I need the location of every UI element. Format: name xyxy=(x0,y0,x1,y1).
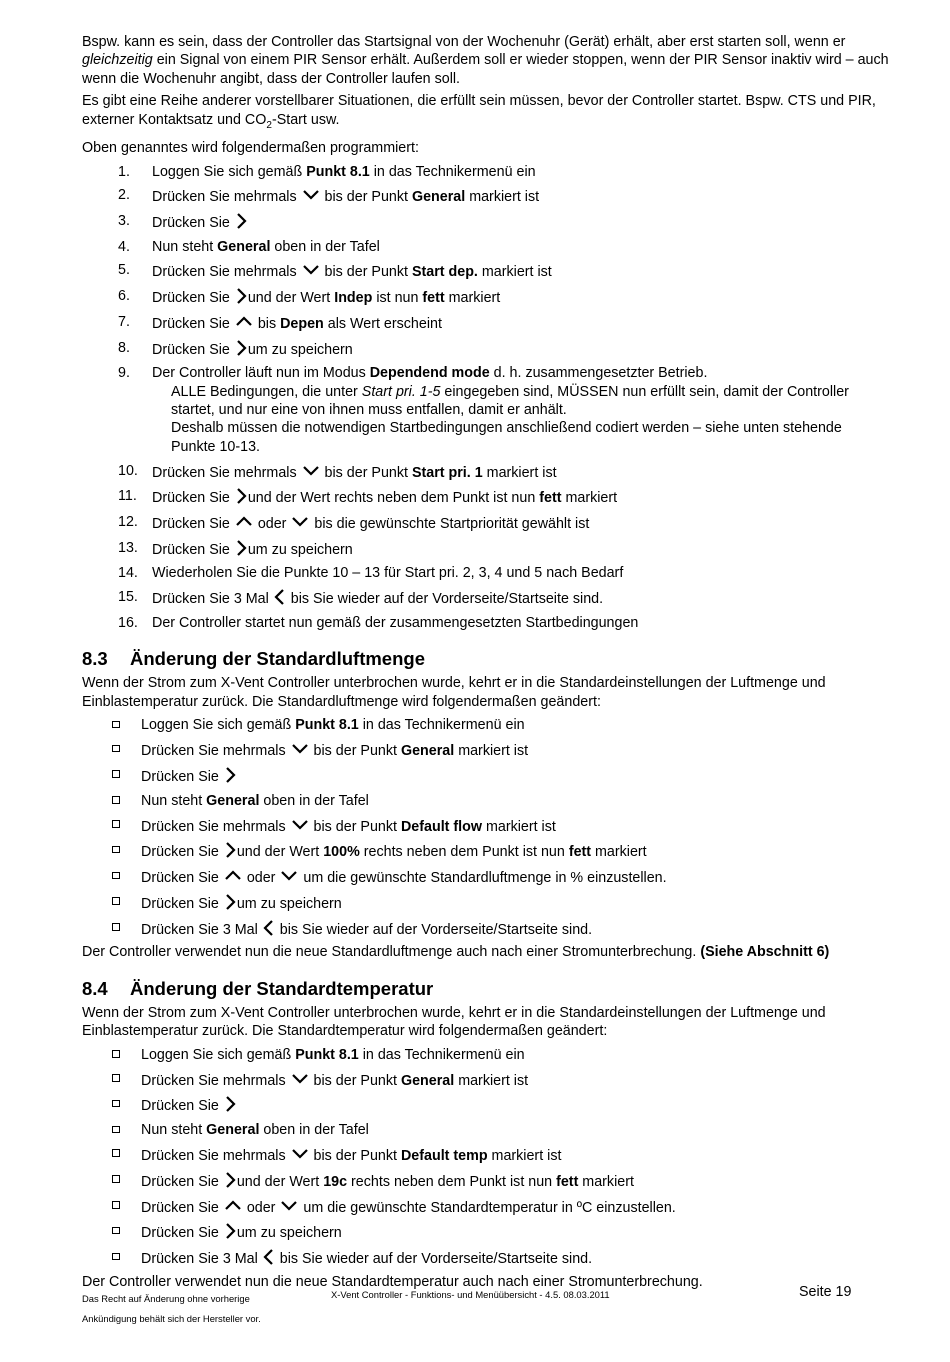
checkbox-bullet-icon xyxy=(112,1149,120,1157)
chevron-right-icon xyxy=(224,766,236,784)
chevron-down-icon xyxy=(302,186,320,204)
text: Nun steht xyxy=(141,1122,207,1139)
text: oder xyxy=(253,515,291,532)
checkbox-bullet-icon xyxy=(112,1253,120,1261)
chevron-left-icon xyxy=(263,1248,275,1266)
text: bis xyxy=(253,315,281,332)
chevron-up-icon xyxy=(235,313,253,331)
step-note xyxy=(152,383,890,420)
text: bis der Punkt xyxy=(309,743,401,760)
step-number: 6. xyxy=(118,288,130,305)
text: markiert ist xyxy=(454,743,529,760)
bold-text: (Siehe Abschnitt 6) xyxy=(700,944,830,961)
text: Drücken Sie 3 Mal xyxy=(141,921,262,938)
step-number: 5. xyxy=(118,262,130,279)
text: und der Wert xyxy=(236,844,324,861)
step-number: 1. xyxy=(118,163,130,180)
list-item xyxy=(82,1145,890,1165)
section-number: 8.3 xyxy=(82,648,108,670)
chevron-right-icon xyxy=(224,841,236,859)
step-item xyxy=(82,313,890,333)
chevron-right-icon xyxy=(235,539,247,557)
bold-text: General xyxy=(206,1122,260,1139)
step-item xyxy=(82,564,890,582)
section-title: Änderung der Standardluftmenge xyxy=(130,648,425,670)
chevron-down-icon xyxy=(280,867,298,885)
text: Drücken Sie xyxy=(152,290,234,307)
section-outro xyxy=(82,943,890,961)
section-heading-8-4 xyxy=(82,978,890,1000)
step-number: 2. xyxy=(118,187,130,204)
text: bis der Punkt xyxy=(320,189,412,206)
bold-text: fett xyxy=(539,490,562,507)
text: Der Controller läuft nun im Modus xyxy=(152,365,370,382)
bold-text: fett xyxy=(422,290,445,307)
chevron-up-icon xyxy=(224,1197,242,1215)
text: Nun steht xyxy=(141,792,207,809)
text: Drücken Sie xyxy=(152,215,234,231)
step-item xyxy=(82,212,890,232)
page-number: Seite 19 xyxy=(799,1284,852,1300)
chevron-down-icon xyxy=(291,1070,309,1088)
text: -Start usw. xyxy=(271,111,340,128)
chevron-down-icon xyxy=(302,261,320,279)
text: bis die gewünschte Startpriorität gewählt ist xyxy=(310,515,590,532)
chevron-down-icon xyxy=(302,462,320,480)
step-number: 13. xyxy=(118,539,138,556)
text: oben in der Tafel xyxy=(270,238,380,255)
list-item xyxy=(82,1171,890,1191)
bold-text: Indep xyxy=(334,290,373,307)
bold-text: Dependend mode xyxy=(369,365,490,382)
step-item xyxy=(82,364,890,456)
chevron-down-icon xyxy=(291,1145,309,1163)
text: Drücken Sie 3 Mal xyxy=(152,591,273,608)
chevron-up-icon xyxy=(224,867,242,885)
chevron-down-icon xyxy=(291,816,309,834)
chevron-left-icon xyxy=(263,919,275,937)
checkbox-bullet-icon xyxy=(112,1100,120,1108)
step-item xyxy=(82,487,890,507)
checkbox-bullet-icon xyxy=(112,1175,120,1183)
text: markiert xyxy=(591,844,647,861)
text: oder xyxy=(242,1199,280,1216)
text: um die gewünschte Standardtemperatur in ºC einzustellen. xyxy=(299,1199,676,1216)
list-item xyxy=(82,816,890,836)
text: um die gewünschte Standardluftmenge in % einzustellen. xyxy=(299,870,667,887)
section-number: 8.4 xyxy=(82,977,108,999)
chevron-down-icon xyxy=(291,740,309,758)
list-item xyxy=(82,1070,890,1090)
step-item xyxy=(82,539,890,559)
text: in das Technikermenü ein xyxy=(358,717,525,734)
text: Drücken Sie xyxy=(141,1199,223,1216)
chevron-right-icon xyxy=(224,893,236,911)
text: um zu speichern xyxy=(247,341,353,358)
checkbox-bullet-icon xyxy=(112,1074,120,1082)
bold-text: General xyxy=(217,238,271,255)
chevron-right-icon xyxy=(235,212,247,230)
text: markiert ist xyxy=(454,1072,529,1089)
text: Drücken Sie xyxy=(141,895,223,912)
section-intro: Wenn der Strom zum X-Vent Controller unterbrochen wurde, kehrt er in die Standardeinstellungen der Luftmenge und Einblastemperatur zurück. Die Standardtemperatur wird folgendermaßen geändert: xyxy=(82,1004,826,1039)
checkbox-bullet-icon xyxy=(112,745,120,753)
text: um zu speichern xyxy=(236,895,342,912)
footer-text: Das Recht auf Änderung ohne vorherige xyxy=(82,1293,250,1304)
step-number: 16. xyxy=(118,614,138,631)
step-note: Deshalb müssen die notwendigen Startbedingungen anschließend codiert werden – siehe unten stehende Punkte 10-13. xyxy=(171,420,842,455)
checkbox-bullet-icon xyxy=(112,770,120,778)
checkbox-bullet-icon xyxy=(112,872,120,880)
list-item xyxy=(82,1095,890,1115)
text: eingegeben sind, MÜSSEN nun erfüllt sein, damit der Controller startet, und nur eine von ihnen muss entfallen, damit er anhält. xyxy=(171,383,849,419)
text: Drücken Sie mehrmals xyxy=(141,1147,290,1164)
list-item xyxy=(82,740,890,760)
list-item xyxy=(82,792,890,810)
bold-text: Punkt 8.1 xyxy=(306,163,370,180)
checkbox-bullet-icon xyxy=(112,820,120,828)
checkbox-bullet-icon xyxy=(112,1227,120,1235)
text: Drücken Sie xyxy=(141,1098,223,1115)
checkbox-bullet-icon xyxy=(112,897,120,905)
checkbox-bullet-icon xyxy=(112,796,120,804)
bold-text: Default flow xyxy=(400,818,482,835)
text: Drücken Sie mehrmals xyxy=(152,264,301,281)
bold-text: fett xyxy=(568,844,592,861)
bold-text: 100% xyxy=(323,844,360,861)
bold-text: Start pri. 1 xyxy=(411,464,483,481)
subscript: 2 xyxy=(266,119,272,131)
text: bis Sie wieder auf der Vorderseite/Startseite sind. xyxy=(286,591,604,608)
checkbox-bullet-icon xyxy=(112,1126,120,1134)
step-number: 15. xyxy=(118,589,138,606)
intro-paragraph-2 xyxy=(82,92,890,135)
step-item xyxy=(82,614,890,632)
list-item xyxy=(82,1121,890,1139)
chevron-left-icon xyxy=(274,588,286,606)
text: um zu speichern xyxy=(236,1225,342,1242)
step-item xyxy=(82,339,890,359)
intro-paragraph-3: Oben genanntes wird folgendermaßen programmiert: xyxy=(82,139,419,156)
chevron-right-icon xyxy=(224,1222,236,1240)
text: bis Sie wieder auf der Vorderseite/Startseite sind. xyxy=(275,1251,593,1268)
footer-disclaimer xyxy=(82,1289,261,1328)
text: Drücken Sie xyxy=(152,515,234,532)
step-item xyxy=(82,513,890,533)
text: und der Wert xyxy=(236,1173,324,1190)
text: Drücken Sie xyxy=(152,315,234,332)
text: Loggen Sie sich gemäß xyxy=(141,1046,296,1063)
text: Drücken Sie xyxy=(152,541,234,558)
section-heading-8-3 xyxy=(82,648,890,670)
bold-text: Default temp xyxy=(400,1147,488,1164)
text: ALLE Bedingungen, die unter xyxy=(171,383,362,400)
list-item xyxy=(82,919,890,939)
text: Loggen Sie sich gemäß xyxy=(152,163,307,180)
step-number: 3. xyxy=(118,213,130,229)
text: Loggen Sie sich gemäß xyxy=(141,717,296,734)
text: Drücken Sie mehrmals xyxy=(152,464,301,481)
text: Der Controller verwendet nun die neue Standardluftmenge auch nach einer Stromunterbrechung. xyxy=(82,944,701,961)
numbered-steps-list xyxy=(82,163,890,633)
text: d. h. zusammengesetzter Betrieb. xyxy=(489,365,708,382)
text: und der Wert xyxy=(247,290,335,307)
text: markiert ist xyxy=(477,264,552,281)
chevron-right-icon xyxy=(235,339,247,357)
text: um zu speichern xyxy=(247,541,353,558)
step-item xyxy=(82,261,890,281)
chevron-right-icon xyxy=(235,287,247,305)
text: bis der Punkt xyxy=(320,264,412,281)
text: Drücken Sie xyxy=(141,870,223,887)
chevron-down-icon xyxy=(280,1197,298,1215)
footer-text: Ankündigung behält sich der Hersteller vor. xyxy=(82,1312,261,1324)
section-title: Änderung der Standardtemperatur xyxy=(130,977,434,999)
text: Es gibt eine Reihe anderer vorstellbarer Situationen, die erfüllt sein müssen, bevor der Controller startet. Bspw. CTS und PIR, externer Kontaktsatz und CO xyxy=(82,93,876,128)
checkbox-bullet-icon xyxy=(112,846,120,854)
text: markiert ist xyxy=(465,189,540,206)
step-number: 11. xyxy=(118,488,137,505)
list-item xyxy=(82,1222,890,1242)
text: markiert xyxy=(578,1173,634,1190)
list-item xyxy=(82,716,890,734)
checkbox-bullet-icon xyxy=(112,923,120,931)
text: Der Controller startet nun gemäß der zusammengesetzten Startbedingungen xyxy=(152,614,639,631)
step-item xyxy=(82,588,890,608)
text: bis der Punkt xyxy=(309,818,401,835)
text: bis der Punkt xyxy=(309,1072,401,1089)
list-item xyxy=(82,766,890,786)
text: in das Technikermenü ein xyxy=(369,163,536,180)
bold-text: fett xyxy=(556,1173,579,1190)
step-number: 9. xyxy=(118,365,130,382)
text: oben in der Tafel xyxy=(259,792,369,809)
text: Drücken Sie xyxy=(141,1173,223,1190)
text: Drücken Sie xyxy=(141,768,223,785)
step-item xyxy=(82,163,890,181)
bold-text: General xyxy=(206,792,260,809)
bold-text: Punkt 8.1 xyxy=(295,717,359,734)
bold-text: Start dep. xyxy=(411,264,478,281)
list-item xyxy=(82,893,890,913)
text: in das Technikermenü ein xyxy=(358,1046,525,1063)
text: Drücken Sie mehrmals xyxy=(152,189,301,206)
text: rechts neben dem Punkt ist nun xyxy=(359,844,569,861)
text: als Wert erscheint xyxy=(323,315,442,332)
page-content xyxy=(82,33,890,1291)
text: Drücken Sie xyxy=(152,490,234,507)
bold-text: Punkt 8.1 xyxy=(295,1046,359,1063)
text: oder xyxy=(242,870,280,887)
text: markiert ist xyxy=(487,1147,562,1164)
text: Drücken Sie 3 Mal xyxy=(141,1251,262,1268)
bold-text: Depen xyxy=(280,315,324,332)
bold-text: General xyxy=(411,189,466,206)
step-item xyxy=(82,186,890,206)
text: bis der Punkt xyxy=(309,1147,401,1164)
text: Wiederholen Sie die Punkte 10 – 13 für Start pri. 2, 3, 4 und 5 nach Bedarf xyxy=(152,565,624,582)
step-item xyxy=(82,238,890,256)
text: Drücken Sie mehrmals xyxy=(141,743,290,760)
list-item xyxy=(82,1248,890,1268)
text: markiert ist xyxy=(482,464,557,481)
checkbox-steps-list xyxy=(82,716,890,939)
text: Bspw. kann es sein, dass der Controller das Startsignal von der Wochenuhr (Gerät) erhält, aber erst starten soll, wenn er xyxy=(82,34,846,50)
checkbox-bullet-icon xyxy=(112,721,120,729)
step-number: 14. xyxy=(118,565,138,582)
text: bis der Punkt xyxy=(320,464,412,481)
footer-document-title: X-Vent Controller - Funktions- und Menüübersicht - 4.5. 08.03.2011 xyxy=(331,1289,610,1300)
step-number: 8. xyxy=(118,339,130,356)
text: Drücken Sie xyxy=(141,844,223,861)
text: Drücken Sie xyxy=(141,1225,223,1242)
bold-text: General xyxy=(400,743,455,760)
text: rechts neben dem Punkt ist nun xyxy=(347,1173,557,1190)
step-number: 4. xyxy=(118,238,130,255)
list-item xyxy=(82,867,890,887)
text: bis Sie wieder auf der Vorderseite/Startseite sind. xyxy=(275,921,593,938)
text: markiert ist xyxy=(481,818,556,835)
step-item xyxy=(82,462,890,482)
step-number: 7. xyxy=(118,313,130,330)
chevron-up-icon xyxy=(235,513,253,531)
text: ist nun xyxy=(372,290,423,307)
chevron-right-icon xyxy=(235,487,247,505)
italic-text: Start pri. 1-5 xyxy=(361,383,441,400)
section-outro: Der Controller verwendet nun die neue Standardtemperatur auch nach einer Stromunterbrechung. xyxy=(82,1273,703,1290)
section-intro: Wenn der Strom zum X-Vent Controller unterbrochen wurde, kehrt er in die Standardeinstellungen der Luftmenge und Einblastemperatur zurück. Die Standardluftmenge wird folgendermaßen geändert: xyxy=(82,675,826,710)
bold-text: General xyxy=(400,1072,455,1089)
bold-text: 19c xyxy=(323,1173,348,1190)
step-number: 10. xyxy=(118,462,138,479)
list-item xyxy=(82,1197,890,1217)
text: oben in der Tafel xyxy=(259,1122,369,1139)
text: Drücken Sie mehrmals xyxy=(141,1072,290,1089)
step-item xyxy=(82,287,890,307)
text: markiert xyxy=(561,490,618,507)
checkbox-bullet-icon xyxy=(112,1050,120,1058)
text: Nun steht xyxy=(152,238,218,255)
text: Drücken Sie xyxy=(152,341,234,358)
text: markiert xyxy=(444,290,501,307)
intro-paragraph-1 xyxy=(82,33,890,88)
step-number: 12. xyxy=(118,513,138,530)
chevron-right-icon xyxy=(224,1095,236,1113)
chevron-down-icon xyxy=(291,513,309,531)
text: Drücken Sie mehrmals xyxy=(141,818,290,835)
chevron-right-icon xyxy=(224,1171,236,1189)
text: und der Wert rechts neben dem Punkt ist nun xyxy=(247,490,540,507)
italic-text: gleichzeitig xyxy=(82,52,153,69)
checkbox-bullet-icon xyxy=(112,1201,120,1209)
checkbox-steps-list xyxy=(82,1046,890,1269)
list-item xyxy=(82,1046,890,1064)
list-item xyxy=(82,841,890,861)
text: ein Signal von einem PIR Sensor erhält. Außerdem soll er wieder stoppen, wenn der PIR Sensor inaktiv wird – auch wenn die Wochenuhr angibt, dass der Controller laufen soll. xyxy=(82,52,889,87)
